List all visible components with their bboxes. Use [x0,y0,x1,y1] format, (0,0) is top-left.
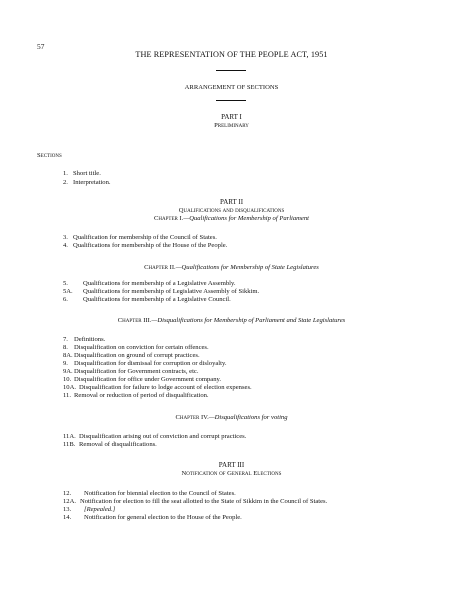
title-rule [216,70,246,71]
item-number: 14. [63,514,72,521]
item-number: 1. [63,170,68,177]
list-item [63,288,259,296]
part3-label: PART III [218,461,245,469]
item-number: 8. [63,344,68,351]
list-item [63,296,231,304]
page-number: 57 [37,42,45,51]
list-item [63,360,226,368]
item-text: Interpretation. [73,179,111,186]
item-number: 7. [63,336,68,343]
item-text: Removal or reduction of period of disqualification. [74,392,209,399]
list-item [63,433,246,441]
chapter4-prefix: Chapter IV. [175,414,209,421]
list-item [63,280,235,288]
item-text: Disqualification for failure to lodge account of election expenses. [79,384,252,391]
list-item [63,490,236,498]
item-text: Disqualification for office under Government company. [74,376,222,383]
item-text: Qualifications for membership of the House of the People. [73,242,228,249]
item-text: Qualifications for membership of a Legislative Assembly. [83,280,236,287]
item-text: Disqualification for dismissal for corruption or disloyalty. [74,360,227,367]
item-text: Definitions. [74,336,106,343]
item-number: 2. [63,179,68,186]
item-number: 11B. [63,441,76,448]
sections-label: Sections [37,152,62,159]
part1-label: PART I [221,113,242,121]
item-text: Notification for biennial election to the Council of States. [84,490,236,497]
chapter3-prefix: Chapter III. [117,317,152,324]
act-title: THE REPRESENTATION OF THE PEOPLE ACT, 1951 [135,50,328,59]
part1-subtitle: Preliminary [214,122,249,129]
arrangement-heading: ARRANGEMENT OF SECTIONS [184,84,279,91]
list-item [63,392,209,400]
list-item [63,242,227,250]
item-text: Qualifications for membership of Legislative Assembly of Sikkim. [83,288,260,295]
chapter2-prefix: Chapter II. [144,264,176,271]
item-number: 12A. [63,498,77,505]
item-text: Qualification for membership of the Council of States. [73,234,217,241]
list-item [63,506,115,514]
item-text: Disqualification on ground of corrupt practices. [74,352,200,359]
item-text: [Repealed.] [84,506,116,513]
item-number: 9. [63,360,68,367]
chapter1-title: —Qualifications for Membership of Parliament [183,215,309,222]
item-number: 8A. [63,352,73,359]
list-item [63,441,157,449]
chapter2-heading [0,264,463,272]
item-number: 12. [63,490,72,497]
chapter1-heading [0,215,463,223]
item-text: Disqualification arising out of conviction and corrupt practices. [79,433,247,440]
item-text: Disqualification for Government contracts, etc. [74,368,199,375]
list-item [63,352,200,360]
list-item [63,234,217,242]
item-number: 10A. [63,384,77,391]
item-number: 11. [63,392,71,399]
item-text: Qualifications for membership of a Legislative Council. [83,296,231,303]
chapter3-title: —Disqualifications for Membership of Parliament and State Legislatures [151,317,346,324]
list-item [63,376,221,384]
chapter1-prefix: Chapter I. [154,215,184,222]
item-number: 10. [63,376,72,383]
list-item [63,179,111,187]
list-item [63,336,105,344]
part3-subtitle: Notification of General Elections [181,470,282,477]
list-item [63,344,209,352]
list-item [63,498,327,506]
item-number: 3. [63,234,68,241]
part2-label: PART II [219,198,244,206]
list-item [63,384,252,392]
chapter4-heading [0,414,463,422]
item-text: Short title. [73,170,101,177]
item-text: Notification for general election to the House of the People. [84,514,242,521]
part2-subtitle: Qualifications and disqualifications [178,207,285,214]
item-text: Removal of disqualifications. [79,441,157,448]
list-item [63,514,242,522]
item-number: 13. [63,506,72,513]
item-number: 5A. [63,288,73,295]
arrangement-rule [216,100,246,101]
item-text: Disqualification on conviction for certain offences. [74,344,209,351]
item-number: 4. [63,242,68,249]
item-number: 6. [63,296,68,303]
item-text: Notification for election to fill the seat allotted to the State of Sikkim in the Council of States. [80,498,328,505]
list-item [63,368,199,376]
item-number: 5. [63,280,68,287]
chapter4-title: —Disqualifications for voting [208,414,288,421]
chapter2-title: —Qualifications for Membership of State Legislatures [175,264,319,271]
chapter3-heading [0,317,463,325]
list-item [63,170,101,178]
item-number: 11A. [63,433,76,440]
item-number: 9A. [63,368,73,375]
